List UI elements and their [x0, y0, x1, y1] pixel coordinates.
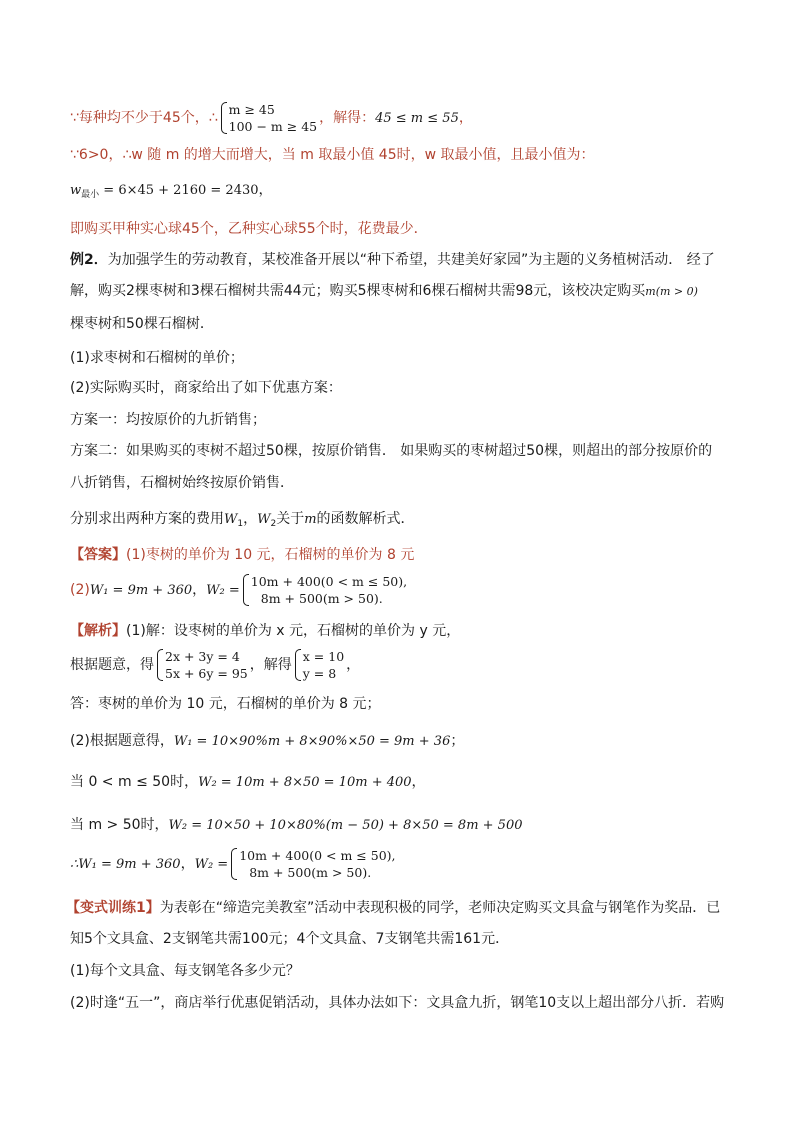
equation-1: 2x + 3y = 4 — [165, 649, 240, 664]
inequality-1: m ≥ 45 — [228, 102, 275, 117]
question-functions: 分别求出两种方案的费用$W_1$，$W_2$关于m的函数解析式． — [70, 511, 415, 529]
conclusion-w2: W₂ = — [194, 857, 229, 872]
inequality-system — [220, 101, 317, 135]
variable-m-condition: m(m > 0) — [645, 285, 698, 298]
conclusion-w1: ∴W₁ = 9m + 360 — [70, 857, 181, 872]
solution-line-monotonic: ∵6>0，∴w 随 m 的增大而增大，当 m 取最小值 45时，w 取最小值，且最小值为： — [70, 147, 595, 163]
analysis-line-2 — [70, 645, 360, 685]
question-1: (1)求枣树和石榴树的单价； — [70, 350, 244, 366]
text-comma: ， — [258, 182, 273, 198]
answer-piecewise — [242, 573, 407, 607]
text-case-1: 当 0 < m ≤ 50时， — [70, 774, 199, 790]
text-case-2: 当 m > 50时， — [70, 817, 169, 833]
example-text-1: 为加强学生的劳动教育，某校准备开展以“种下希望，共建美好家园”为主题的义务植树活动． 经了 — [107, 252, 715, 268]
plan-2-line-2: 八折销售，石榴树始终按原价销售． — [70, 475, 294, 491]
answer-w2: W₂ = — [206, 583, 240, 598]
text-solve: ，解得 — [249, 657, 292, 673]
conclusion-piecewise — [230, 847, 395, 881]
plan-2-line-1: 方案二：如果购买的枣树不超过50棵，按原价销售． 如果购买的枣树超过50棵，则超出的部分按原价的 — [70, 443, 713, 459]
subscript-min: 最小 — [81, 190, 100, 200]
example-2-line-2 — [70, 281, 698, 302]
variant-line-2: 知5个文具盒、2支钢笔共需100元；4个文具盒、7支钢笔共需161元． — [70, 931, 510, 947]
variant-question-1: (1)每个文具盒、每支钢笔各多少元？ — [70, 963, 300, 979]
text-comma: ， — [411, 774, 426, 790]
piecewise-row-1: 10m + 400(0 < m ≤ 50), — [250, 574, 408, 589]
text-comma: ， — [180, 856, 195, 872]
piecewise-row-1: 10m + 400(0 < m ≤ 50), — [239, 848, 396, 863]
analysis-w2-case-2 — [70, 815, 523, 836]
solution-conclusion: 即购买甲种实心球45个，乙种实心球55个时，花费最少． — [70, 221, 428, 237]
answer-line-2 — [70, 570, 409, 610]
inequality-result: 45 ≤ m ≤ 55 — [375, 111, 459, 126]
analysis-line-1 — [70, 621, 460, 641]
solution-y: y = 8 — [302, 666, 337, 681]
inequality-2: 100 − m ≥ 45 — [228, 119, 318, 134]
analysis-text-1: (1)解：设枣树的单价为 x 元，石榴树的单价为 y 元， — [126, 623, 461, 639]
answer-part-2-label: (2) — [70, 582, 90, 598]
variable-m: m — [304, 512, 317, 527]
text-ask: 分别求出两种方案的费用 — [70, 511, 224, 527]
analysis-conclusion — [70, 844, 398, 884]
text-comma: ， — [458, 110, 473, 126]
equation-system — [156, 648, 248, 682]
text-according-2: (2)根据题意得， — [70, 733, 174, 749]
solution-line-min-value — [70, 180, 273, 205]
question-2: (2)实际购买时，商家给出了如下优惠方案： — [70, 380, 342, 396]
text-solve: ，解得： — [319, 110, 376, 126]
equation-w1: W₁ = 10×90%m + 8×90%×50 = 9m + 36 — [173, 734, 451, 749]
variant-text-1: 为表彰在“缔造完美教室”活动中表现积极的同学，老师决定购买文具盒与钢笔作为奖品．已 — [159, 900, 721, 916]
plan-1: 方案一：均按原价的九折销售； — [70, 412, 266, 428]
variable-w: w — [70, 183, 82, 198]
variant-line-1 — [66, 898, 721, 918]
example-2-line-3: 棵枣树和50棵石榴树． — [70, 316, 214, 332]
equation-w2-case-2: W₂ = 10×50 + 10×80%(m − 50) + 8×50 = 8m + 500 — [168, 818, 523, 833]
equation-min: = 6×45 + 2160 = 2430 — [99, 183, 259, 198]
solution-system — [294, 648, 344, 682]
answer-w1: W₁ = 9m + 360 — [89, 583, 193, 598]
variant-tag: 【变式训练1】 — [66, 900, 160, 916]
variant-question-2: (2)时逢“五一”，商店举行优惠促销活动，具体办法如下：文具盒九折，钢笔10支以上超出部分八折．若购 — [70, 995, 725, 1011]
text-semicolon: ； — [450, 733, 465, 749]
answer-tag: 【答案】 — [70, 547, 126, 563]
variable-w1: W — [224, 512, 238, 527]
equation-2: 5x + 6y = 95 — [165, 666, 248, 681]
text-comma: ， — [243, 511, 258, 527]
text-function: 的函数解析式． — [316, 511, 415, 527]
answer-line-1 — [70, 545, 414, 565]
example-2-line-1 — [70, 250, 715, 270]
text-about: 关于 — [276, 511, 305, 527]
piecewise-row-2: 8m + 500(m > 50). — [260, 591, 383, 606]
analysis-w2-case-1 — [70, 772, 426, 793]
text-comma: ， — [346, 657, 361, 673]
answer-part-1: (1)枣树的单价为 10 元，石榴树的单价为 8 元 — [126, 547, 415, 563]
variable-w2: W — [257, 512, 271, 527]
text-comma: ， — [192, 582, 207, 598]
piecewise-row-2: 8m + 500(m > 50). — [249, 865, 372, 880]
example-label: 例2． — [70, 252, 108, 268]
text-according: 根据题意，得 — [70, 657, 154, 673]
analysis-tag: 【解析】 — [70, 623, 126, 639]
equation-w2-case-1: W₂ = 10m + 8×50 = 10m + 400 — [198, 775, 412, 790]
analysis-w1 — [70, 731, 464, 752]
example-text-2: 解，购买2棵枣树和3棵石榴树共需44元；购买5棵枣树和6棵石榴树共需98元，该校决定购买 — [70, 283, 646, 299]
solution-x: x = 10 — [302, 649, 345, 664]
text-constraint-intro: ∵每种均不少于45个，∴ — [70, 110, 218, 126]
solution-line-constraint — [70, 101, 473, 135]
analysis-answer: 答：枣树的单价为 10 元，石榴树的单价为 8 元； — [70, 696, 381, 712]
